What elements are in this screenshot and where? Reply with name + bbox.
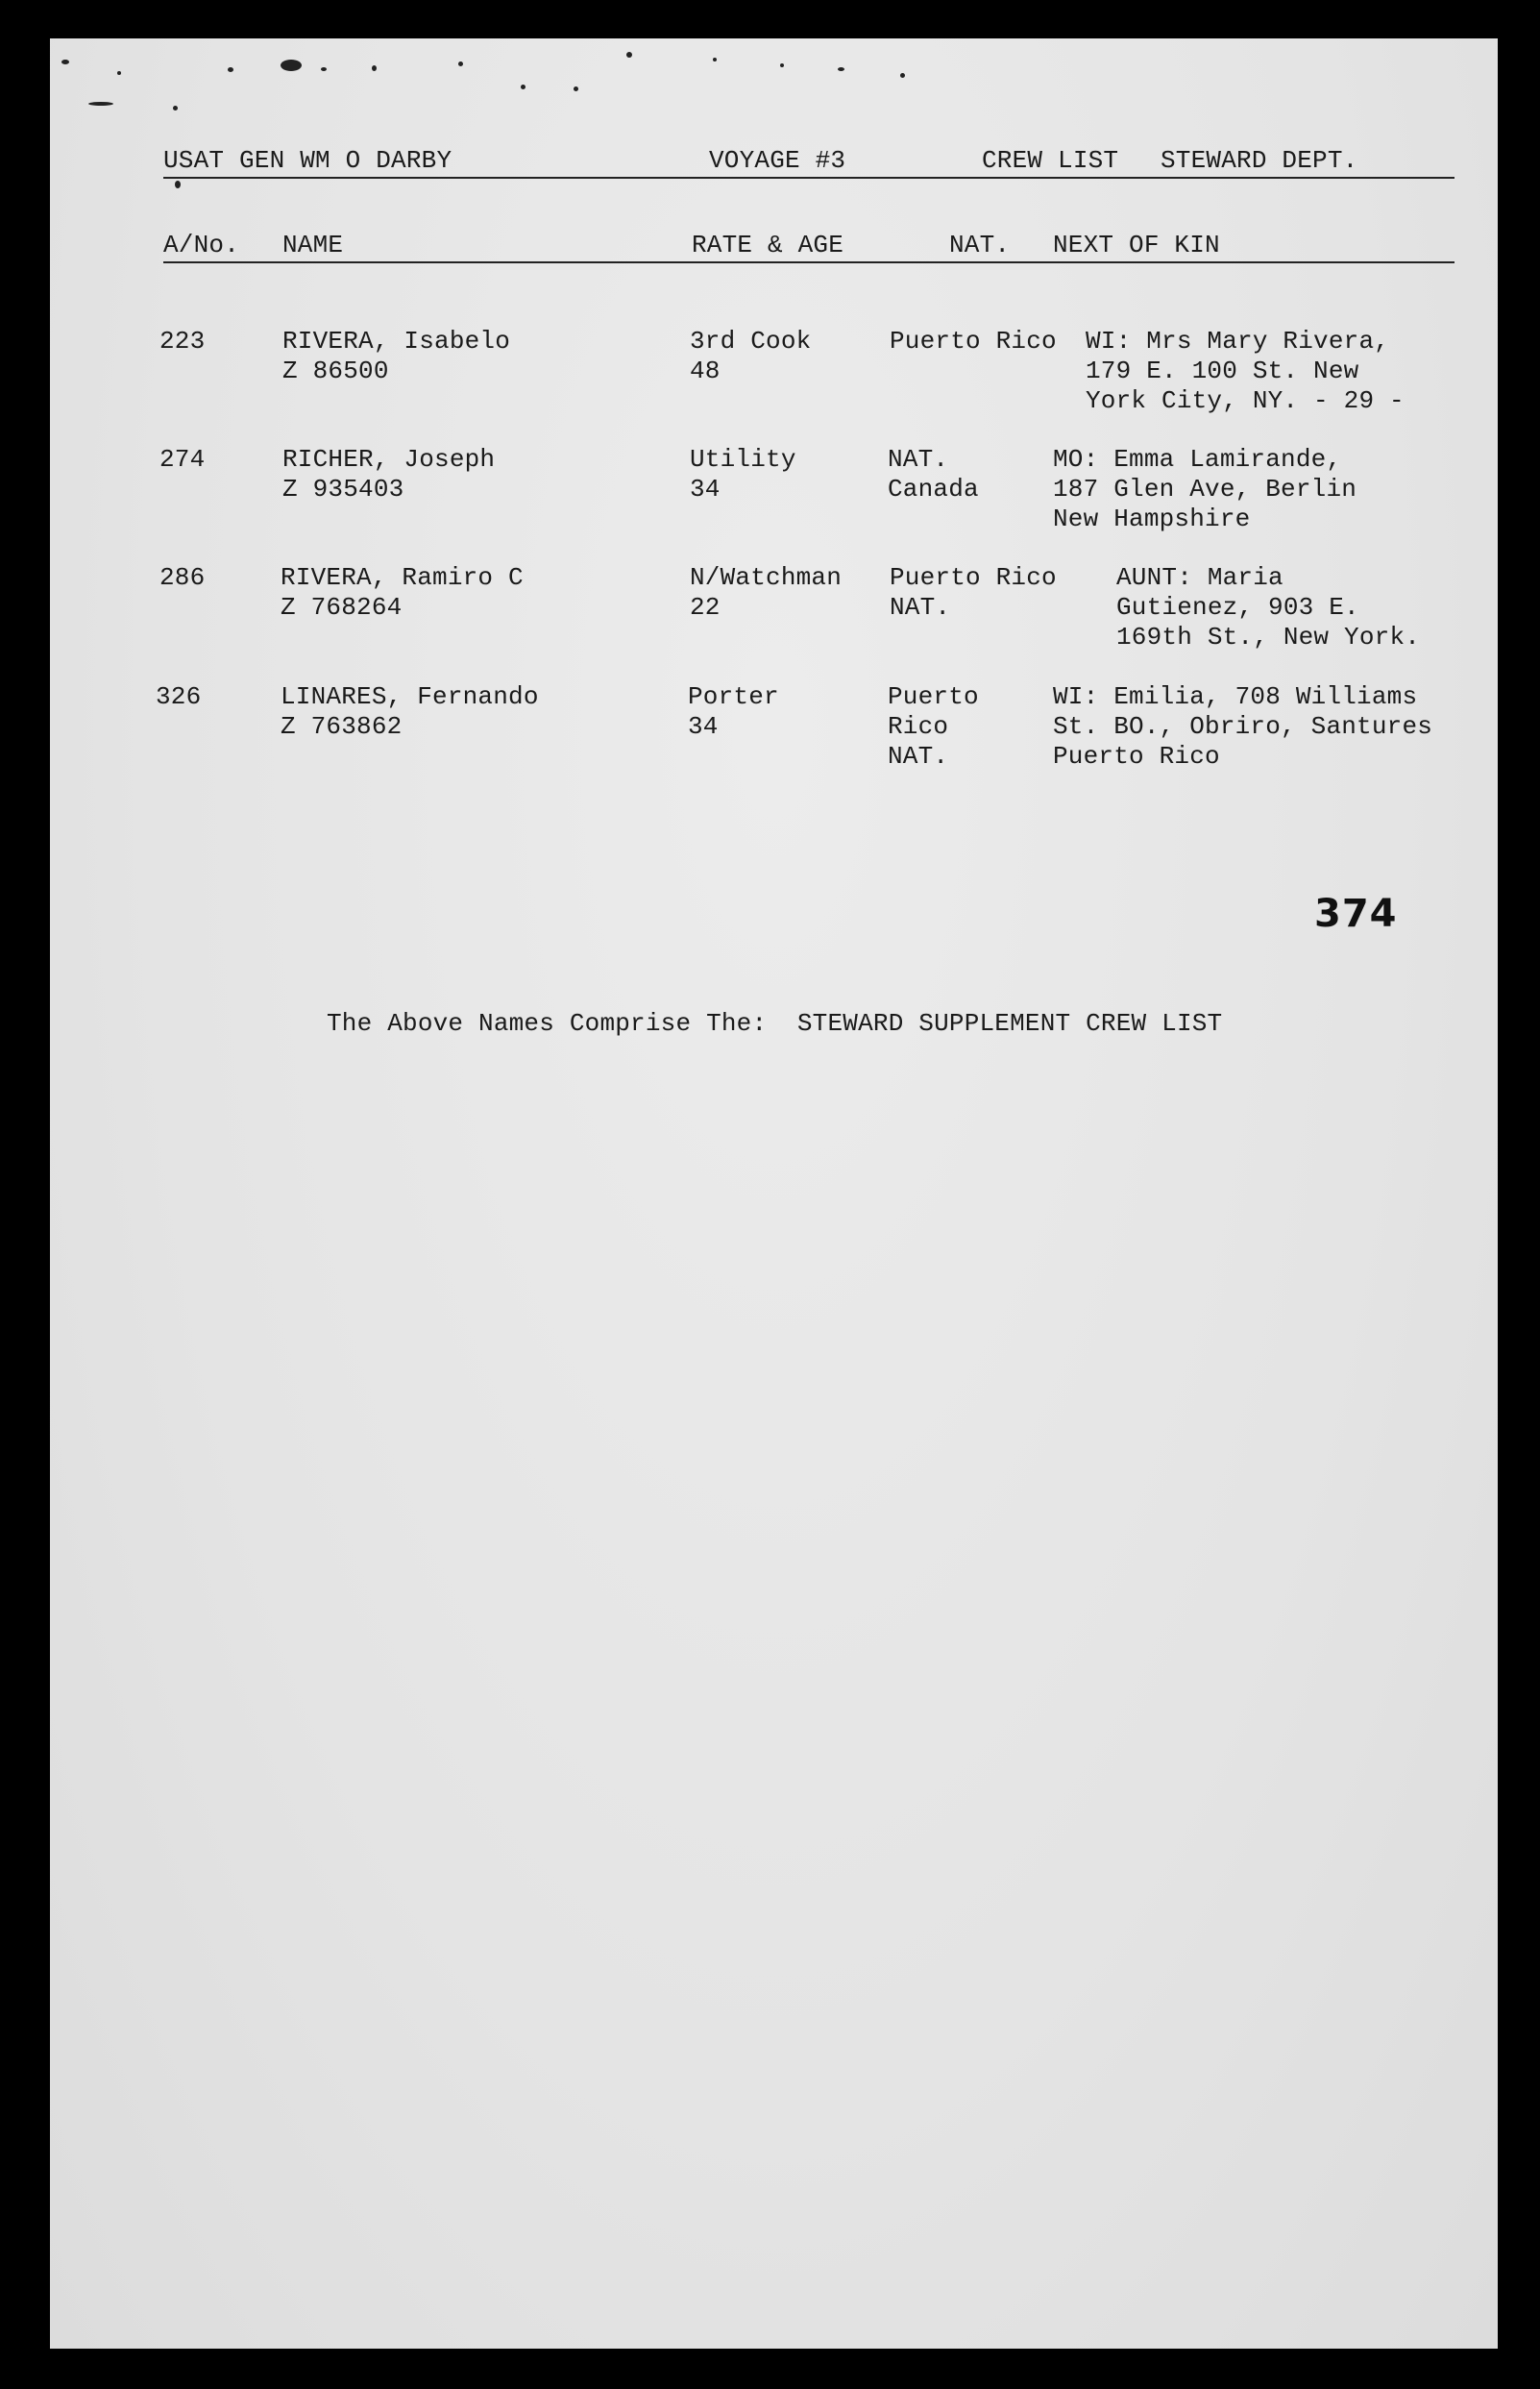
entry-nationality: Canada — [888, 475, 979, 504]
column-header-next-of-kin: NEXT OF KIN — [1053, 231, 1220, 259]
entry-z-number: Z 768264 — [281, 593, 403, 622]
entry-rate: 3rd Cook — [690, 327, 812, 356]
scan-speck — [117, 71, 121, 75]
entry-next-of-kin: 187 Glen Ave, Berlin — [1053, 475, 1357, 504]
scan-speck — [88, 102, 113, 106]
voyage-number: VOYAGE #3 — [709, 146, 846, 175]
column-header-name: NAME — [282, 231, 344, 259]
entry-next-of-kin: Gutienez, 903 E. — [1116, 593, 1359, 622]
scan-speck — [281, 60, 302, 71]
entry-next-of-kin: MO: Emma Lamirande, — [1053, 445, 1342, 474]
scan-speck — [175, 181, 181, 188]
entry-next-of-kin: New Hampshire — [1053, 505, 1251, 533]
entry-nationality: NAT. — [888, 742, 949, 771]
entry-next-of-kin: AUNT: Maria — [1116, 563, 1283, 592]
entry-age: 34 — [688, 712, 719, 741]
scan-speck — [900, 73, 905, 78]
footer-statement: The Above Names Comprise The: STEWARD SUPPLEMENT CREW LIST — [327, 1009, 1223, 1038]
entry-age: 22 — [690, 593, 721, 622]
scan-speck — [574, 86, 578, 91]
entry-rate: Porter — [688, 682, 779, 711]
header-underline — [163, 177, 1454, 179]
entry-nationality: NAT. — [890, 593, 951, 622]
entry-rate: N/Watchman — [690, 563, 843, 592]
entry-nationality: NAT. — [888, 445, 949, 474]
entry-name: LINARES, Fernando — [281, 682, 539, 711]
column-header-underline — [163, 261, 1454, 263]
entry-number: 223 — [159, 327, 206, 356]
entry-next-of-kin: 169th St., New York. — [1116, 623, 1421, 652]
entry-number: 326 — [156, 682, 202, 711]
scan-speck — [173, 106, 178, 111]
vessel-name: USAT GEN WM O DARBY — [163, 146, 452, 175]
scan-speck — [713, 58, 717, 62]
scan-speck — [321, 67, 327, 71]
entry-nationality: Rico — [888, 712, 949, 741]
scan-speck — [780, 63, 784, 67]
scan-speck — [626, 52, 632, 58]
column-header-rate-age: RATE & AGE — [692, 231, 844, 259]
entry-age: 34 — [690, 475, 721, 504]
entry-z-number: Z 86500 — [282, 357, 389, 385]
entry-name: RIVERA, Ramiro C — [281, 563, 524, 592]
list-type: CREW LIST — [982, 146, 1119, 175]
entry-rate: Utility — [690, 445, 796, 474]
entry-z-number: Z 763862 — [281, 712, 403, 741]
entry-z-number: Z 935403 — [282, 475, 404, 504]
entry-next-of-kin: WI: Emilia, 708 Williams — [1053, 682, 1418, 711]
column-header-number: A/No. — [163, 231, 240, 259]
entry-next-of-kin: 179 E. 100 St. New — [1086, 357, 1359, 385]
scan-speck — [838, 67, 844, 71]
scan-speck — [458, 62, 463, 66]
entry-nationality: Puerto — [888, 682, 979, 711]
entry-next-of-kin: York City, NY. - 29 - — [1086, 386, 1405, 415]
document-sheet — [50, 38, 1498, 2349]
scan-speck — [61, 60, 69, 64]
entry-next-of-kin: St. BO., Obriro, Santures — [1053, 712, 1433, 741]
column-header-nationality: NAT. — [949, 231, 1011, 259]
department: STEWARD DEPT. — [1161, 146, 1358, 175]
entry-number: 274 — [159, 445, 206, 474]
entry-name: RIVERA, Isabelo — [282, 327, 511, 356]
entry-nationality: Puerto Rico — [890, 327, 1057, 356]
entry-age: 48 — [690, 357, 721, 385]
page-number-stamp: 374 — [1314, 892, 1398, 936]
entry-number: 286 — [159, 563, 206, 592]
scan-speck — [372, 65, 377, 71]
entry-name: RICHER, Joseph — [282, 445, 496, 474]
entry-next-of-kin: WI: Mrs Mary Rivera, — [1086, 327, 1390, 356]
scan-speck — [228, 67, 233, 72]
entry-next-of-kin: Puerto Rico — [1053, 742, 1220, 771]
scan-speck — [521, 85, 526, 89]
entry-nationality: Puerto Rico — [890, 563, 1057, 592]
